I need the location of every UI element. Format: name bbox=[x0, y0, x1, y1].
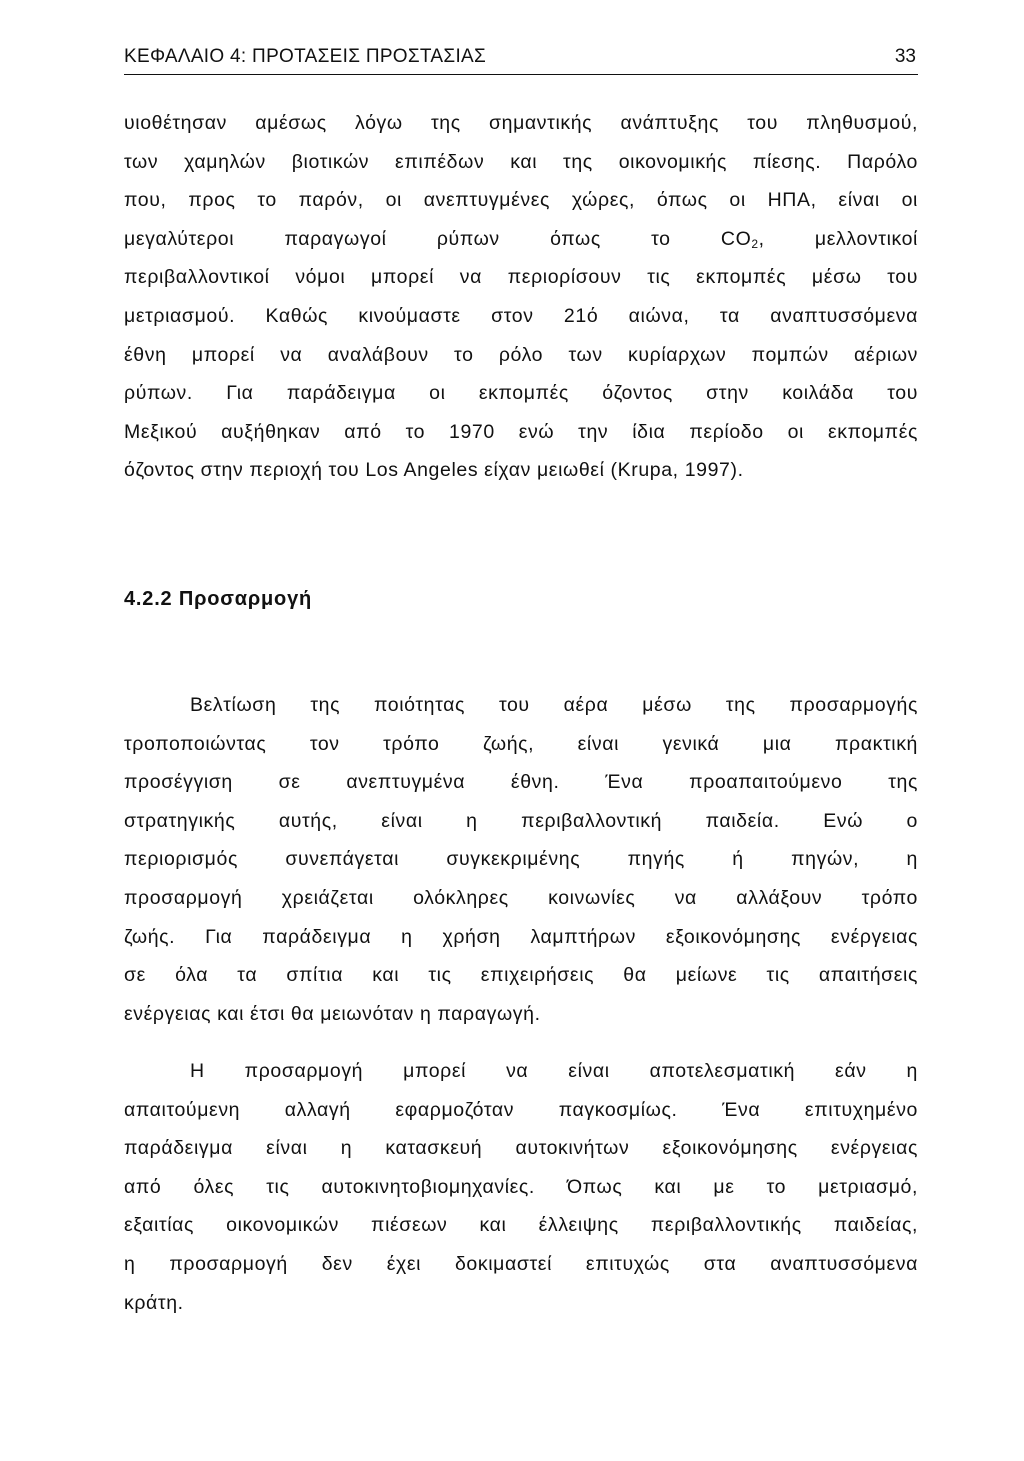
paragraph-3-line: από όλες τις αυτοκινητοβιομηχανίες. Όπως και με το μετριασμό, bbox=[124, 1175, 918, 1198]
paragraph-1-line-co2 bbox=[124, 220, 918, 259]
co2-text: μεγαλύτεροι παραγωγοί ρύπων όπως το CO bbox=[124, 227, 752, 250]
paragraph-2-line: τροποποιώντας τον τρόπο ζωής, είναι γενικά μια πρακτική bbox=[124, 732, 918, 755]
co2-subscript: 2 bbox=[751, 236, 759, 251]
paragraph-2-line: περιορισμός συνεπάγεται συγκεκριμένης πηγής ή πηγών, η bbox=[124, 848, 918, 871]
paragraph-2-line: προσέγγιση σε ανεπτυγμένα έθνη. Ένα προαπαιτούμενο της bbox=[124, 771, 918, 794]
paragraph-2-line: ενέργειας και έτσι θα μειωνόταν η παραγωγή. bbox=[124, 1002, 541, 1025]
paragraph-3-line: Η προσαρμογή μπορεί να είναι αποτελεσματική εάν η bbox=[190, 1060, 918, 1082]
paragraph-1-line: των χαμηλών βιοτικών επιπέδων και της οικονομικής πίεσης. Παρόλο bbox=[124, 150, 918, 173]
chapter-title: ΚΕΦΑΛΑΙΟ 4: ΠΡΟΤΑΣΕΙΣ ΠΡΟΣΤΑΣΙΑΣ bbox=[124, 46, 487, 67]
paragraph-1-line: μετριασμού. Καθώς κινούμαστε στον 21ό αιώνα, τα αναπτυσσόμενα bbox=[124, 304, 918, 327]
paragraph-3-line: απαιτούμενη αλλαγή εφαρμοζόταν παγκοσμίως. Ένα επιτυχημένο bbox=[124, 1098, 918, 1121]
paragraph-3 bbox=[124, 1052, 918, 1322]
paragraph-2-line: ζωής. Για παράδειγμα η χρήση λαμπτήρων εξοικονόμησης ενέργειας bbox=[124, 925, 918, 948]
section-heading: 4.2.2 Προσαρμογή bbox=[124, 588, 313, 610]
paragraph-1-line: Μεξικού αυξήθηκαν από το 1970 ενώ την ίδια περίοδο οι εκπομπές bbox=[124, 420, 918, 443]
paragraph-1-line: όζοντος στην περιοχή του Los Angeles είχαν μειωθεί (Krupa, 1997). bbox=[124, 459, 744, 482]
paragraph-1-line: που, προς το παρόν, οι ανεπτυγμένες χώρες, όπως οι ΗΠΑ, είναι οι bbox=[124, 189, 918, 212]
paragraph-1 bbox=[124, 104, 918, 490]
paragraph-1-line: ρύπων. Για παράδειγμα οι εκπομπές όζοντος στην κοιλάδα του bbox=[124, 382, 918, 405]
paragraph-2-line: στρατηγικής αυτής, είναι η περιβαλλοντική παιδεία. Ενώ ο bbox=[124, 809, 918, 832]
paragraph-3-line: κράτη. bbox=[124, 1291, 184, 1314]
paragraph-2-line: σε όλα τα σπίτια και τις επιχειρήσεις θα μείωνε τις απαιτήσεις bbox=[124, 964, 918, 987]
paragraph-1-line: περιβαλλοντικοί νόμοι μπορεί να περιορίσουν τις εκπομπές μέσω του bbox=[124, 266, 918, 289]
paragraph-1-line: έθνη μπορεί να αναλάβουν το ρόλο των κυρίαρχων πομπών αέριων bbox=[124, 343, 918, 366]
paragraph-3-line: παράδειγμα είναι η κατασκευή αυτοκινήτων εξοικονόμησης ενέργειας bbox=[124, 1137, 918, 1160]
paragraph-3-line: εξαιτίας οικονομικών πιέσεων και έλλειψης περιβαλλοντικής παιδείας, bbox=[124, 1214, 918, 1237]
paragraph-2-line: Βελτίωση της ποιότητας του αέρα μέσω της προσαρμογής bbox=[190, 694, 918, 716]
page-number: 33 bbox=[894, 46, 916, 67]
paragraph-2-line: προσαρμογή χρειάζεται ολόκληρες κοινωνίες να αλλάξουν τρόπο bbox=[124, 886, 918, 909]
paragraph-1-line: υιοθέτησαν αμέσως λόγω της σημαντικής ανάπτυξης του πληθυσμού, bbox=[124, 112, 918, 134]
paragraph-3-line: η προσαρμογή δεν έχει δοκιμαστεί επιτυχώς στα αναπτυσσόμενα bbox=[124, 1252, 918, 1275]
paragraph-2 bbox=[124, 686, 918, 1033]
line-tail: , μελλοντικοί bbox=[758, 227, 918, 250]
running-header bbox=[124, 44, 918, 75]
